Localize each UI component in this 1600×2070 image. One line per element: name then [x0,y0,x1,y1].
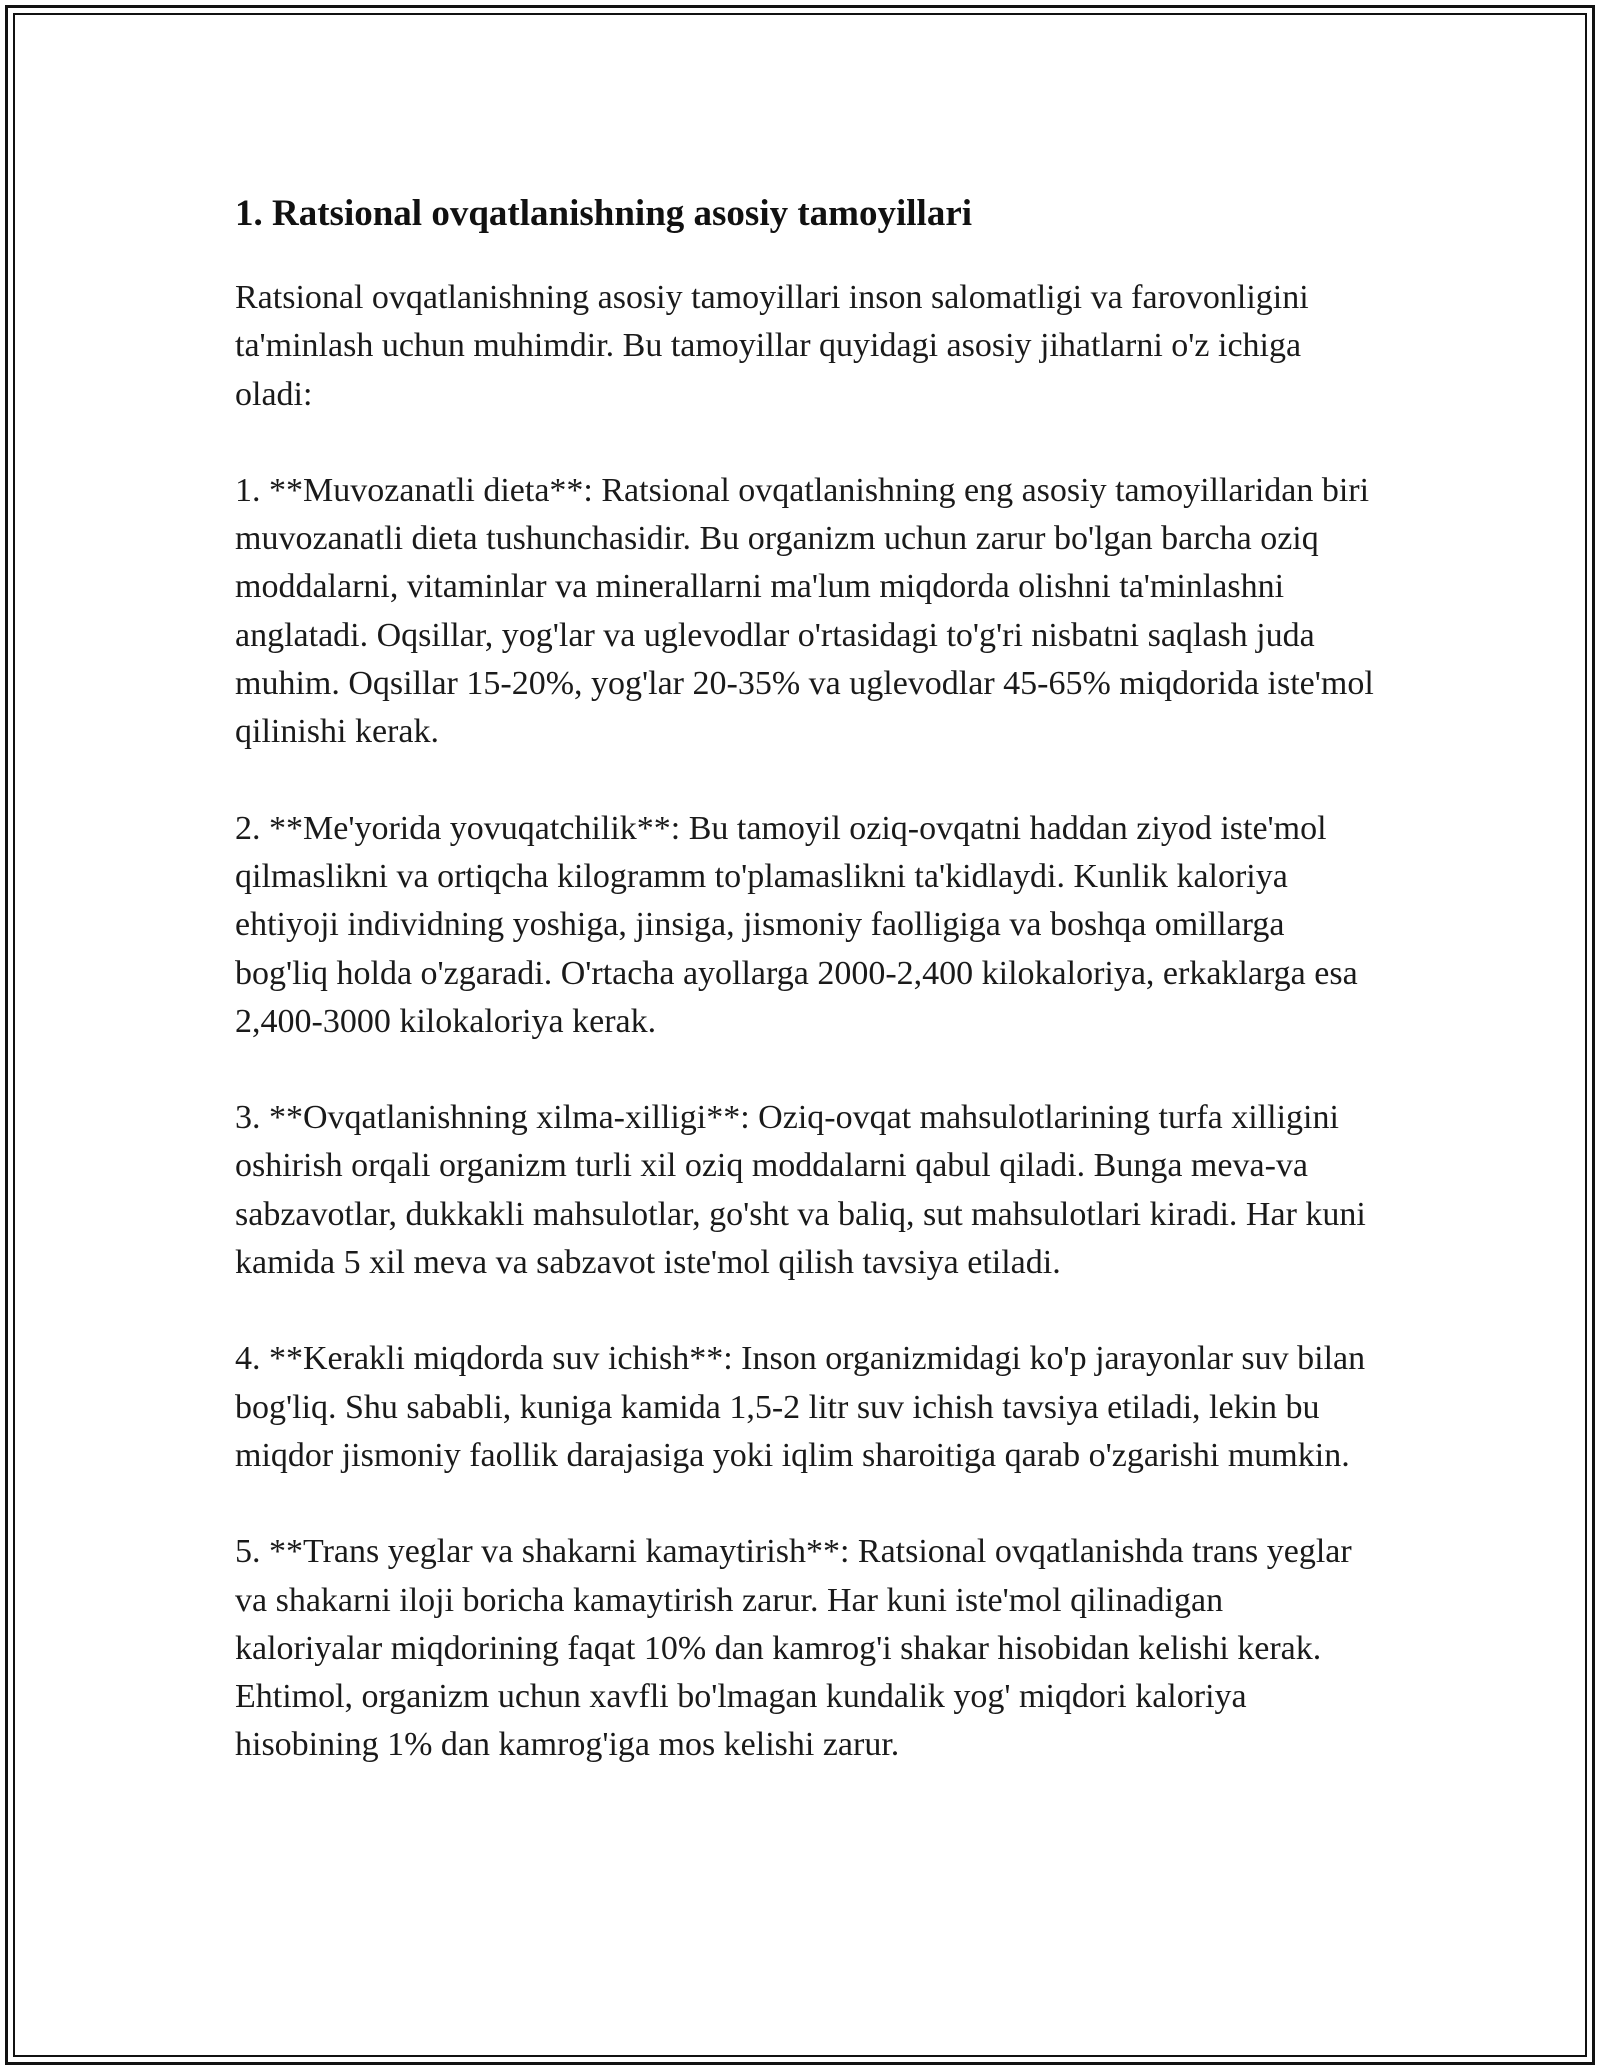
document-body [235,186,1375,1818]
principle-paragraph-3: 3. **Ovqatlanishning xilma-xilligi**: Oziq-ovqat mahsulotlarining turfa xilligini oshirish orqali organizm turli xil oziq moddalarni qabul qiladi. Bunga meva-va sabzavotlar, dukkakli mahsulotlar, go'sht va baliq, sut mahsulotlari kiradi. Har kuni kamida 5 xil meva va sabzavot iste'mol qilish tavsiya etiladi. [235,1099,1366,1282]
principle-paragraph-4: 4. **Kerakli miqdorda suv ichish**: Inson organizmidagi ko'p jarayonlar suv bilan bog'liq. Shu sababli, kuniga kamida 1,5-2 litr suv ichish tavsiya etiladi, lekin bu miqdor jismoniy faollik darajasiga yoki iqlim sharoitiga qarab o'zgarishi mumkin. [235,1340,1366,1474]
principle-paragraph-2: 2. **Me'yorida yovuqatchilik**: Bu tamoyil oziq-ovqatni haddan ziyod iste'mol qilmaslikni va ortiqcha kilogramm to'plamaslikni ta'kidlaydi. Kunlik kaloriya ehtiyoji individning yoshiga, jinsiga, jismoniy faolligiga va boshqa omillarga bog'liq holda o'zgaradi. O'rtacha ayollarga 2000-2,400 kilokaloriya, erkaklarga esa 2,400-3000 kilokaloriya kerak. [235,809,1358,1040]
document-title: 1. Ratsional ovqatlanishning asosiy tamoyillari [235,193,973,234]
intro-paragraph: Ratsional ovqatlanishning asosiy tamoyillari inson salomatligi va farovonligini ta'minlash uchun muhimdir. Bu tamoyillar quyidagi asosiy jihatlarni o'z ichiga oladi: [235,279,1309,413]
principle-paragraph-5: 5. **Trans yeglar va shakarni kamaytirish**: Ratsional ovqatlanishda trans yeglar va shakarni iloji boricha kamaytirish zarur. Har kuni iste'mol qilinadigan kaloriyalar miqdorining faqat 10% dan kamrog'i shakar hisobidan kelishi kerak. Ehtimol, organizm uchun xavfli bo'lmagan kundalik yog' miqdori kaloriya hisobining 1% dan kamrog'iga mos kelishi zarur. [235,1533,1352,1764]
principle-paragraph-1: 1. **Muvozanatli dieta**: Ratsional ovqatlanishning eng asosiy tamoyillaridan biri muvozanatli dieta tushunchasidir. Bu organizm uchun zarur bo'lgan barcha oziq moddalarni, vitaminlar va minerallarni ma'lum miqdorda olishni ta'minlashni anglatadi. Oqsillar, yog'lar va uglevodlar o'rtasidagi to'g'ri nisbatni saqlash juda muhim. Oqsillar 15-20%, yog'lar 20-35% va uglevodlar 45-65% miqdorida iste'mol qilinishi kerak. [235,471,1374,751]
